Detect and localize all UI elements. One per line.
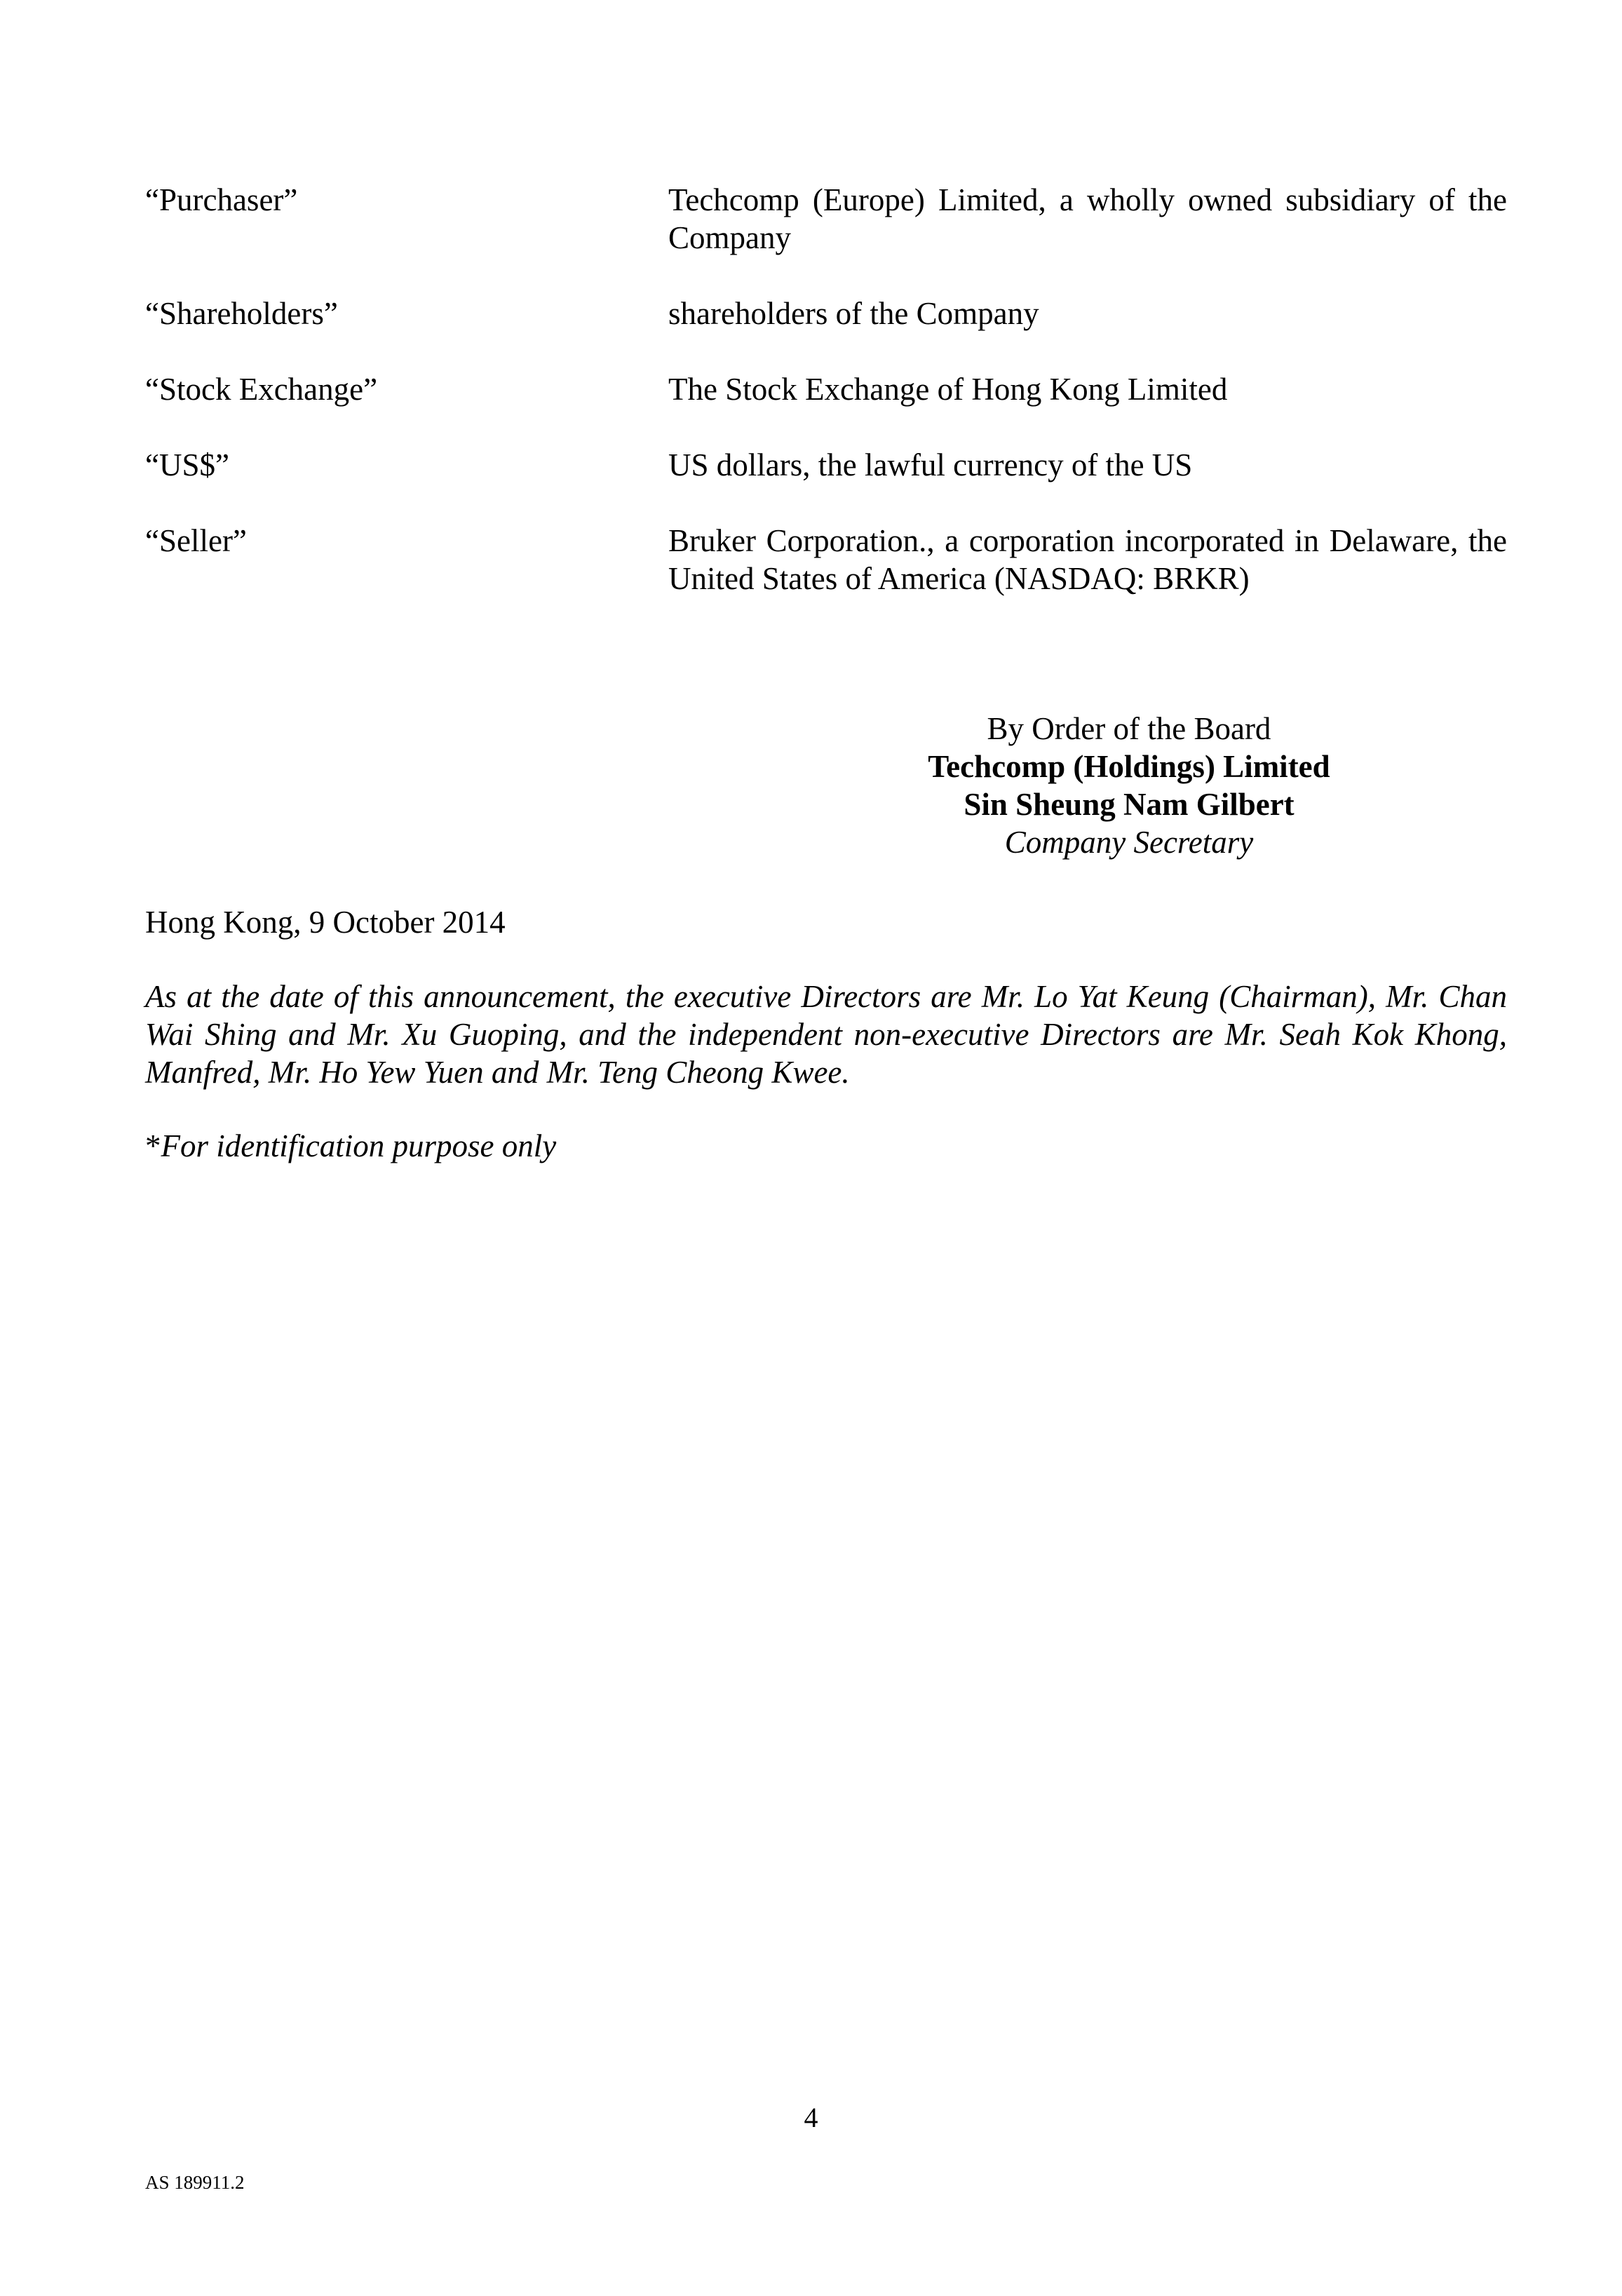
document-reference: AS 189911.2 xyxy=(145,2172,245,2193)
signature-block xyxy=(884,710,1374,861)
definition-text: US dollars, the lawful currency of the US xyxy=(668,447,1193,482)
footnote xyxy=(145,1127,556,1165)
definition-term: “Stock Exchange” xyxy=(145,372,378,407)
definition-row xyxy=(145,181,1507,257)
signature-company: Techcomp (Holdings) Limited xyxy=(928,749,1330,784)
place-date: Hong Kong, 9 October 2014 xyxy=(145,905,506,940)
page-number: 4 xyxy=(804,2102,818,2133)
definition-row xyxy=(145,370,1507,408)
footnote-text: For identification purpose only xyxy=(161,1128,557,1163)
signature-name: Sin Sheung Nam Gilbert xyxy=(964,787,1295,822)
definition-text: The Stock Exchange of Hong Kong Limited xyxy=(668,372,1228,407)
definition-text: shareholders of the Company xyxy=(668,296,1039,331)
definition-text: Bruker Corporation., a corporation incorporated in Delaware, the United States of America (NASDAQ: BRKR) xyxy=(668,523,1507,596)
signature-title: Company Secretary xyxy=(1004,825,1254,860)
definition-term: “Seller” xyxy=(145,523,247,558)
definition-term: “Purchaser” xyxy=(145,182,298,217)
definitions-list xyxy=(145,181,1507,635)
definition-text: Techcomp (Europe) Limited, a wholly owned subsidiary of the Company xyxy=(668,182,1507,255)
definition-row xyxy=(145,295,1507,332)
definition-term: “US$” xyxy=(145,447,229,482)
definition-row xyxy=(145,446,1507,484)
definition-term: “Shareholders” xyxy=(145,296,338,331)
footnote-marker: * xyxy=(145,1128,161,1163)
directors-statement: As at the date of this announcement, the executive Directors are Mr. Lo Yat Keung (Chairman), Mr. Chan Wai Shing and Mr. Xu Guoping, and the independent non-executive Directors are Mr. Seah Kok Khong, Manfred, Mr. Ho Yew Yuen and Mr. Teng Cheong Kwee. xyxy=(145,979,1507,1090)
signature-order-line: By Order of the Board xyxy=(987,711,1271,746)
definition-row xyxy=(145,522,1507,597)
